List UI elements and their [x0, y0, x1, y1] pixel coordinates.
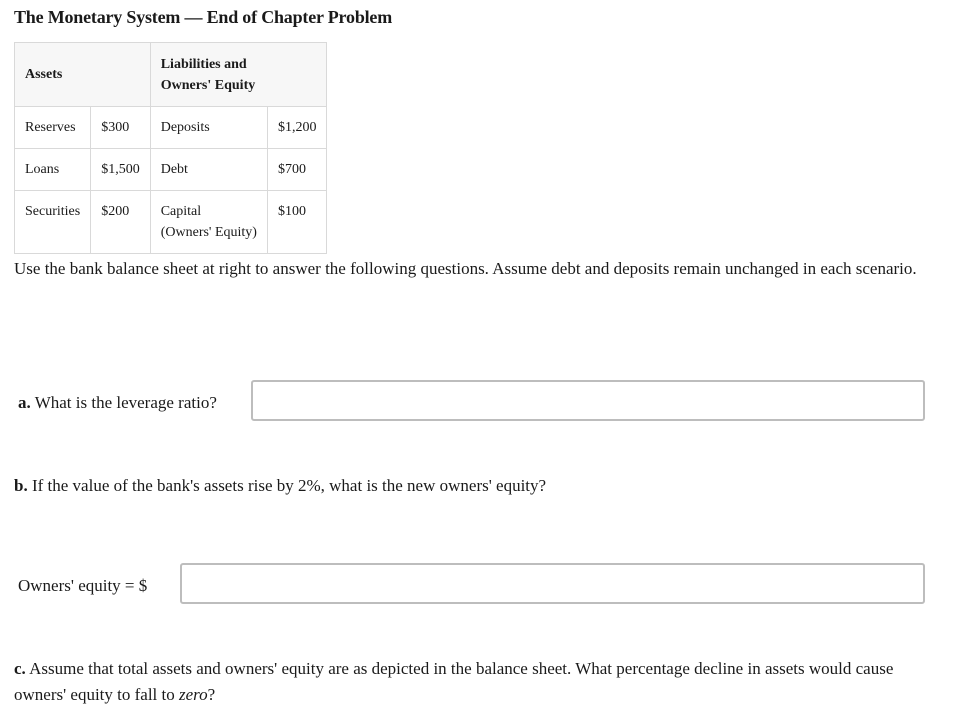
table-row	[15, 191, 327, 254]
question-c-end: ?	[207, 685, 216, 704]
question-c-text: Assume that total assets and owners' equity are as depicted in the balance sheet. What percentage decline in assets would cause owners' equity to fall to	[14, 659, 894, 704]
header-liabilities-equity	[150, 43, 327, 107]
page-title: The Monetary System — End of Chapter Problem	[14, 7, 393, 27]
liability-name	[150, 191, 267, 254]
instructions-text: Use the bank balance sheet at right to answer the following questions. Assume debt and deposits remain unchanged in each scenario.	[14, 259, 917, 278]
owners-equity-label: Owners' equity = $	[18, 576, 148, 595]
liability-value: $1,200	[267, 107, 327, 149]
question-b	[14, 476, 546, 496]
owners-equity-input[interactable]	[180, 563, 925, 604]
liability-line2: (Owners' Equity)	[160, 225, 257, 240]
question-c-emphasis: zero	[179, 685, 208, 704]
question-b-text: If the value of the bank's assets rise by 2%, what is the new owners' equity?	[27, 476, 547, 495]
balance-sheet-table	[14, 42, 327, 254]
asset-value: $200	[91, 191, 151, 254]
liability-line1: Capital	[160, 204, 202, 219]
table-row	[15, 149, 327, 191]
liability-value: $700	[267, 149, 327, 191]
asset-name: Loans	[15, 149, 91, 191]
asset-value: $1,500	[91, 149, 151, 191]
liability-name: Debt	[150, 149, 267, 191]
asset-name: Reserves	[15, 107, 91, 149]
header-liabilities-line2: Owners' Equity	[160, 77, 256, 93]
header-liabilities-line1: Liabilities and	[160, 56, 247, 72]
question-c-letter: c.	[14, 659, 26, 678]
table-row	[15, 107, 327, 149]
liability-name: Deposits	[150, 107, 267, 149]
question-a-text: What is the leverage ratio?	[30, 393, 217, 412]
liability-value: $100	[267, 191, 327, 254]
header-assets: Assets	[15, 43, 151, 107]
asset-name: Securities	[15, 191, 91, 254]
question-b-letter: b.	[14, 476, 28, 495]
question-a-letter: a.	[18, 393, 31, 412]
leverage-ratio-input[interactable]	[251, 380, 925, 421]
table-header-row	[15, 43, 327, 107]
question-a	[18, 393, 217, 413]
asset-value: $300	[91, 107, 151, 149]
question-c	[14, 656, 934, 708]
